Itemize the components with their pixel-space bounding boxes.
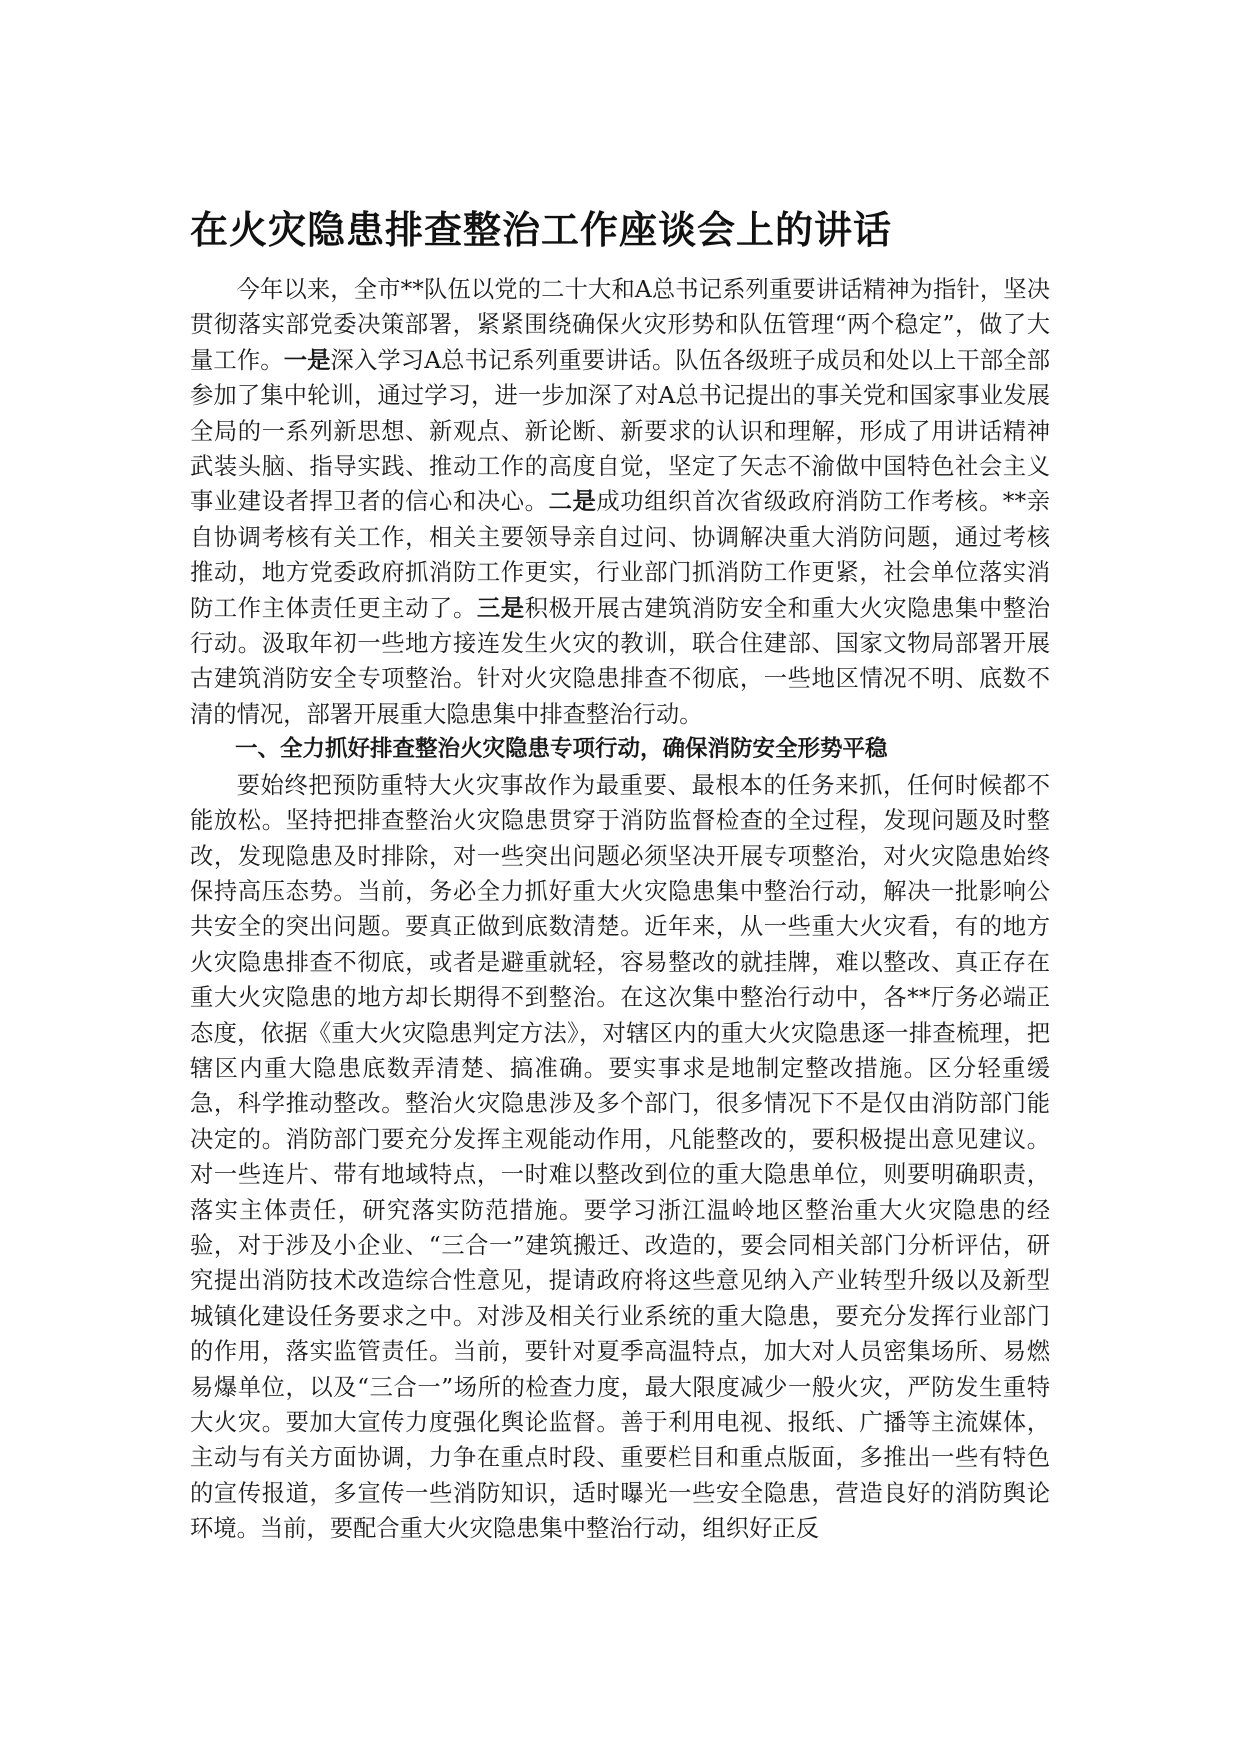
intro-text-part3: 成功组织首次省级政府消防工作考核。**亲自协调考核有关工作，相关主要领导亲自过问、协调解决重大消防问题，通过考核推动，地方党委政府抓消防工作更实，行业部门抓消防工作更紧，社会单位落实消防工作主体责任更主动了。 xyxy=(190,488,1051,622)
section-1-paragraph: 要始终把预防重特大火灾事故作为最重要、最根本的任务来抓，任何时候都不能放松。坚持把排查整治火灾隐患贯穿于消防监督检查的全过程，发现问题及时整改，发现隐患及时排除，对一些突出问题必须坚决开展专项整治，对火灾隐患始终保持高压态势。当前，务必全力抓好重大火灾隐患集中整治行动，解决一批影响公共安全的突出问题。要真正做到底数清楚。近年来，从一些重大火灾看，有的地方火灾隐患排查不彻底，或者是避重就轻，容易整改的就挂牌，难以整改、真正存在重大火灾隐患的地方却长期得不到整治。在这次集中整治行动中，各**厅务必端正态度，依据《重大火灾隐患判定方法》，对辖区内的重大火灾隐患逐一排查梳理，把辖区内重大隐患底数弄清楚、搞准确。要实事求是地制定整改措施。区分轻重缓急，科学推动整改。整治火灾隐患涉及多个部门，很多情况下不是仅由消防部门能决定的。消防部门要充分发挥主观能动作用，凡能整改的，要积极提出意见建议。对一些连片、带有地域特点，一时难以整改到位的重大隐患单位，则要明确职责，落实主体责任，研究落实防范措施。要学习浙江温岭地区整治重大火灾隐患的经验，对于涉及小企业、“三合一”建筑搬迁、改造的，要会同相关部门分析评估，研究提出消防技术改造综合性意见，提请政府将这些意见纳入产业转型升级以及新型城镇化建设任务要求之中。对涉及相关行业系统的重大隐患，要充分发挥行业部门的作用，落实监管责任。当前，要针对夏季高温特点，加大对人员密集场所、易燃易爆单位，以及“三合一”场所的检查力度，最大限度减少一般火灾，严防发生重特大火灾。要加大宣传力度强化舆论监督。善于利用电视、报纸、广播等主流媒体，主动与有关方面协调，力争在重点时段、重要栏目和重点版面，多推出一些有特色的宣传报道，多宣传一些消防知识，适时曝光一些安全隐患，营造良好的消防舆论环境。当前，要配合重大火灾隐患集中整治行动，组织好正反 xyxy=(190,771,1050,1543)
section-1-heading: 一、全力抓好排查整治火灾隐患专项行动，确保消防安全形势平稳 xyxy=(235,736,888,763)
document-body xyxy=(190,272,1050,1547)
intro-text-part1: 今年以来，全市**队伍以党的二十大和A总书记系列重要讲话精神为指针，坚决贯彻落实部党委决策部署，紧紧围绕确保火灾形势和队伍管理“两个稳定”，做了大量工作。 xyxy=(190,276,1050,374)
intro-lead-1: 一是 xyxy=(283,346,331,374)
intro-text-part4: 积极开展古建筑消防安全和重大火灾隐患集中整治行动。汲取年初一些地方接连发生火灾的教训，联合住建部、国家文物局部署开展古建筑消防安全专项整治。针对火灾隐患排查不彻底，一些地区情况不明、底数不清的情况，部署开展重大隐患集中排查整治行动。 xyxy=(190,594,1051,728)
intro-lead-3: 三是 xyxy=(476,594,525,622)
document-title: 在火灾隐患排查整治工作座谈会上的讲话 xyxy=(190,208,893,252)
intro-text-part2: 深入学习A总书记系列重要讲话。队伍各级班子成员和处以上干部全部参加了集中轮训，通过学习，进一步加深了对A总书记提出的事关党和国家事业发展全局的一系列新思想、新观点、新论断、新要求的认识和理解，形成了用讲话精神武装头脑、指导实践、推动工作的高度自觉，坚定了矢志不渝做中国特色社会主义事业建设者捍卫者的信心和决心。 xyxy=(190,346,1050,516)
intro-lead-2: 二是 xyxy=(548,488,597,516)
intro-paragraph xyxy=(190,272,1050,732)
